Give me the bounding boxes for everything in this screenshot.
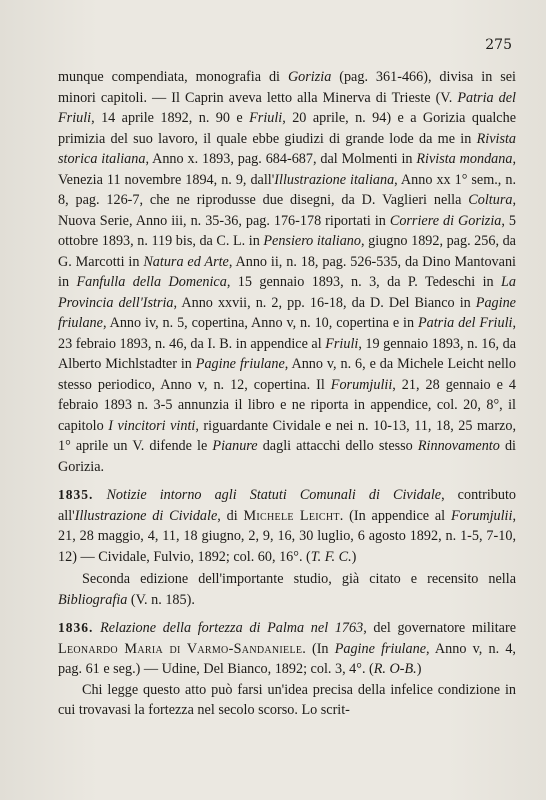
entry-title: Relazione della fortezza di Palma nel 1763 (100, 620, 364, 636)
italic-text: Pagine friulane (195, 356, 285, 372)
entry-number: 1836. (58, 620, 94, 635)
author-name: Michele Leicht (243, 507, 340, 524)
italic-text: Corriere di Gorizia (389, 212, 502, 229)
italic-text: Gorizia (287, 69, 332, 85)
italic-text: Pagine friulane (58, 294, 516, 331)
italic-text: Rinnovamento (417, 438, 500, 454)
entry-body: , contributo all'Illustrazione di Cividale, di Michele Leicht. (In appendice al Forumjulii, 21, 28 maggio, 4, 11, 18 giugno, 2, 9, 16, 30 luglio, 6 agosto 1892, n. 1-5, 7-10, 12) — Cividale, Fulvio, 1892; col. 60, 16°. (T. F. C.) (58, 487, 516, 565)
italic-text: Patria del Friuli (417, 315, 513, 331)
italic-text: Illustrazione italiana (274, 171, 395, 188)
entry-title: Notizie intorno agli Statuti Comunali di Cividale (106, 487, 442, 503)
italic-text: Rivista mondana (416, 151, 513, 167)
italic-text: Bibliografia (58, 591, 128, 608)
bibliography-entry-1836 (58, 618, 516, 680)
entry-body: , del governatore militare Leonardo Maria di Varmo-Sandaniele. (In Pagine friulane, Anno v, n. 4, pag. 61 e seg.) — Udine, Del Bianco, 1892; col. 3, 4°. (R. O-B.) (58, 620, 517, 677)
entry-comment-1836: Chi legge questo atto può farsi un'idea precisa della infelice condizione in cui trovavasi la fortezza nel secolo scorso. Lo scrit- (58, 681, 516, 718)
entry-number: 1835. (58, 487, 94, 502)
italic-text: Natura ed Arte (143, 253, 229, 270)
italic-text: Pensiero italiano (263, 233, 361, 249)
italic-text: Coltura (468, 192, 513, 208)
author-name: Leonardo Maria di Varmo-Sandaniele (58, 640, 303, 657)
italic-text: R. O-B. (373, 661, 417, 677)
page-number: 275 (485, 37, 512, 53)
bibliography-entry-1835 (58, 485, 516, 567)
italic-text: T. F. C. (310, 548, 352, 565)
italic-text: Pianure (212, 438, 258, 454)
italic-text: I vincitori vinti (108, 417, 196, 434)
italic-text: Fanfulla della Domenica (76, 274, 227, 290)
italic-text: Friuli (325, 335, 359, 352)
italic-text: Pagine friulane (334, 640, 426, 657)
italic-text: La Provincia dell'Istria (58, 274, 516, 311)
italic-text: Friuli (249, 110, 283, 126)
italic-text: Forumjulii (330, 376, 393, 393)
italic-text: Rivista storica italiana (58, 130, 516, 167)
italic-text: Illustrazione di Cividale (74, 507, 218, 524)
italic-text: Forumjulii (450, 507, 513, 524)
entry-comment-1835: Seconda edizione dell'importante studio, già citato e recensito nella Bibliografia (V. n. 185). (58, 571, 516, 608)
italic-text: Patria del Friuli (58, 89, 516, 126)
paragraph-continued: munque compendiata, monografia di Gorizia (pag. 361-466), divisa in sei minori capitoli. — Il Caprin aveva letto alla Minerva di Trieste (V. Patria del Friuli, 14 aprile 1892, n. 90 e Friuli, 20 aprile, n. 94) e a Gorizia qualche primizia del suo lavoro, il quale ebbe giudizi di grande lode da me in Rivista storica italiana, Anno x. 1893, pag. 684-687, dal Molmenti in Rivista mondana, Venezia 11 novembre 1894, n. 9, dall'Illustrazione italiana, Anno xx 1° sem., n. 8, pag. 126-7, che ne riprodusse due disegni, da D. Vaglieri nella Coltura, Nuova Serie, Anno iii, n. 35-36, pag. 176-178 riportati in Corriere di Gorizia, 5 ottobre 1893, n. 119 bis, da C. L. in Pensiero italiano, giugno 1892, pag. 256, da G. Marcotti in Natura ed Arte, Anno ii, n. 18, pag. 526-535, da Dino Mantovani in Fanfulla della Domenica, 15 gennaio 1893, n. 3, da P. Tedeschi in La Provincia dell'Istria, Anno xxvii, n. 2, pp. 16-18, da D. Del Bianco in Pagine friulane, Anno iv, n. 5, copertina, Anno v, n. 10, copertina e in Patria del Friuli, 23 febraio 1893, n. 46, da I. B. in appendice al Friuli, 19 gennaio 1893, n. 16, da Alberto Michlstadter in Pagine friulane, Anno v, n. 6, e da Michele Leicht nello stesso periodico, Anno v, n. 12, copertina. Il Forumjulii, 21, 28 gennaio e 4 febraio 1893 n. 3-5 annunzia il libro e ne riporta in appendice, col. 20, 8°, il capitolo I vincitori vinti, riguardante Cividale e nei n. 10-13, 11, 18, 25 marzo, 1° aprile un V. difende le Pianure dagli attacchi dello stesso Rinnovamento di Gorizia. (58, 69, 517, 475)
